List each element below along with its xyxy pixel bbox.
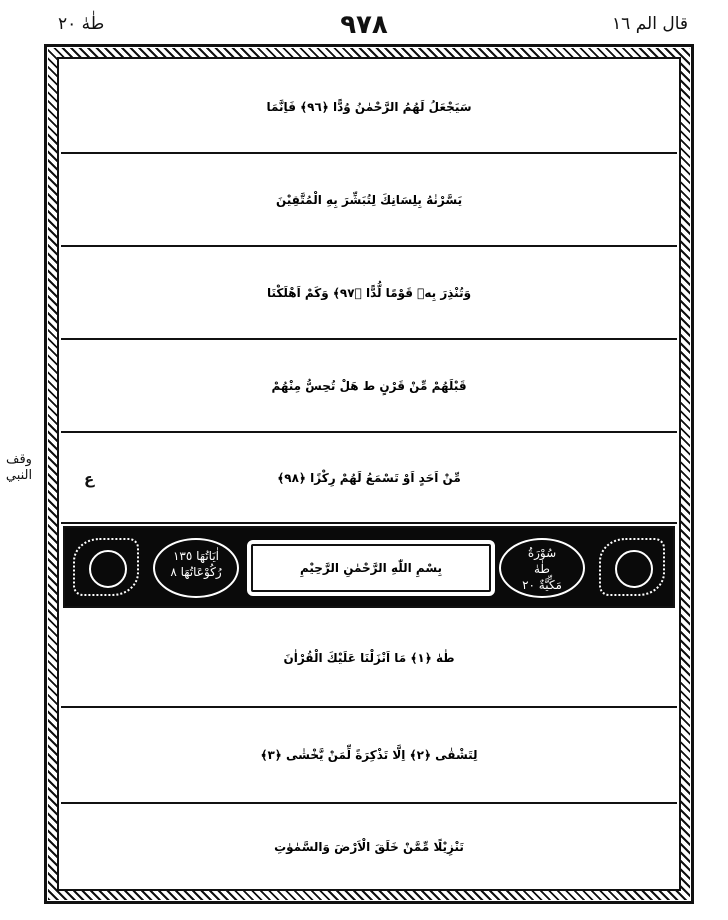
verse-line-3: وَتُنْذِرَ بِهٖ قَوْمًا لُّدًّا ﴿٩٧﴾ وَكَمْ اَهْلَكْنَا xyxy=(61,247,677,340)
verse-line-8: تَنْزِيْلًا مِّمَّنْ خَلَقَ الْاَرْضَ وَالسَّمٰوٰتِ xyxy=(274,839,464,854)
floral-ornament-icon xyxy=(599,538,665,596)
ruku-count: رُكُوْعَاتُهَا ٨ xyxy=(170,565,222,579)
ayat-count: اٰيَاتُهَا ١٣٥ xyxy=(172,549,219,563)
sura-name: طٰهٰ xyxy=(534,562,550,576)
sura-label: طٰهٰ ٢٠ xyxy=(58,14,105,34)
verse-line-6: طٰهٰ ﴿١﴾ مَا اَنْزَلْنَا عَلَيْكَ الْقُرْاٰنَ xyxy=(61,610,677,708)
verse-line-2: يَسَّرْنٰهُ بِلِسَانِكَ لِتُبَشِّرَ بِهِ الْمُتَّقِيْنَ xyxy=(61,154,677,247)
bismillah: بِسْمِ اللّٰهِ الرَّحْمٰنِ الرَّحِيْمِ xyxy=(247,540,495,596)
ruku-mark: ع xyxy=(84,470,95,488)
floral-ornament-icon xyxy=(73,538,139,596)
sura-name-cartouche xyxy=(499,538,585,598)
sura-header-banner xyxy=(63,526,675,608)
page-number: ٩٧٨ xyxy=(340,10,388,40)
sura-type: مَكِّيَّةٌ ٢٠ xyxy=(522,578,562,592)
margin-note: وقف النبي xyxy=(5,452,33,483)
verse-line-5: مِّنْ اَحَدٍ اَوْ تَسْمَعُ لَهُمْ رِكْزًا ﴿٩٨﴾ xyxy=(61,433,677,524)
verse-line-7: لِتَشْقٰى ﴿٢﴾ اِلَّا تَذْكِرَةً لِّمَنْ يَّخْشٰى ﴿٣﴾ xyxy=(61,708,677,804)
juz-label: قال الم ١٦ xyxy=(612,14,688,34)
sura-word: سُوْرَةُ xyxy=(527,546,557,560)
verse-line-4: قَبْلَهُمْ مِّنْ قَرْنٍ ط هَلْ تُحِسُّ مِنْهُمْ xyxy=(61,340,677,433)
verse-line-1: سَيَجْعَلُ لَهُمُ الرَّحْمٰنُ وُدًّا ﴿٩٦﴾ فَاِنَّمَا xyxy=(61,61,677,154)
sura-stats-cartouche xyxy=(153,538,239,598)
